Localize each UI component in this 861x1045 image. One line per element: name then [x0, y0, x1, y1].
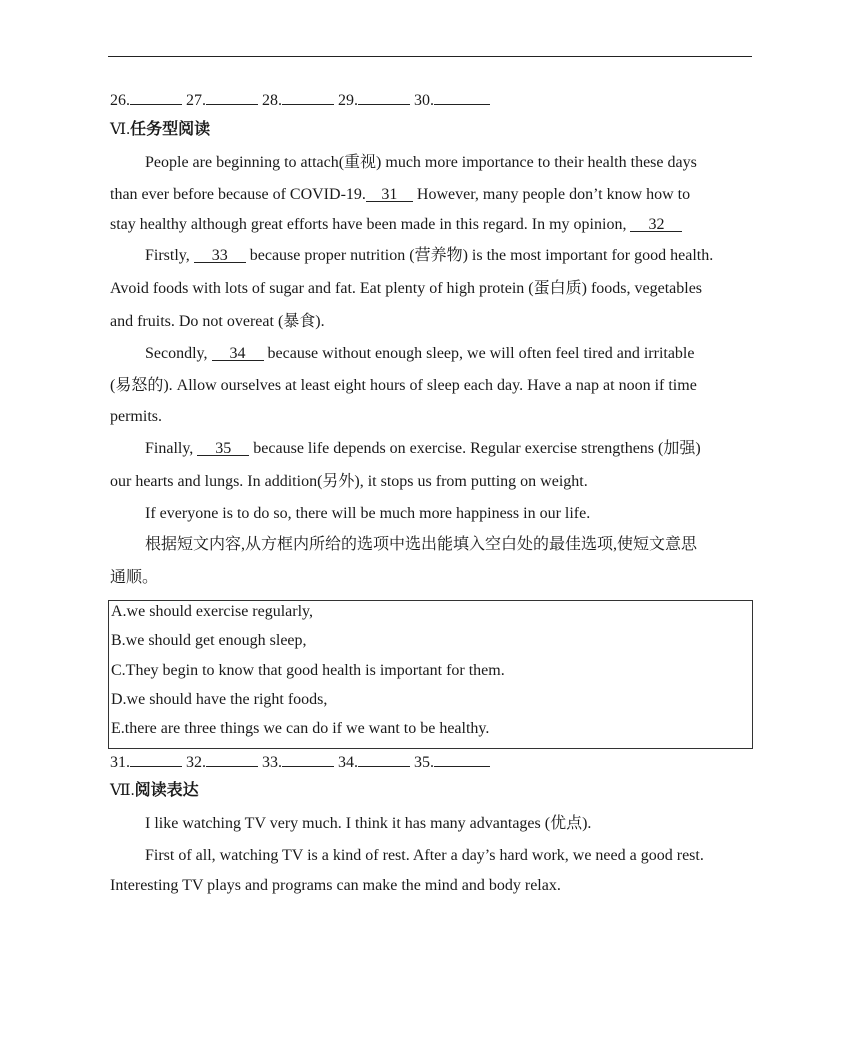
paragraph-line: [110, 215, 682, 235]
answer-number: 29.: [338, 92, 358, 109]
answer-number: 31.: [110, 754, 130, 771]
text-run: However, many people don’t know how to: [412, 186, 691, 203]
text-run: Secondly,: [145, 345, 212, 362]
answer-blank[interactable]: [434, 750, 490, 767]
section-7-heading: [110, 781, 199, 801]
answer-number: 32.: [186, 754, 206, 771]
paragraph-line: and fruits. Do not overeat (暴食).: [110, 313, 325, 330]
text-run: Firstly,: [145, 247, 194, 264]
paragraph-line: permits.: [110, 408, 162, 425]
options-box: [108, 600, 753, 749]
option-c: C.They begin to know that good health is important for them.: [111, 662, 505, 679]
paragraph-line: First of all, watching TV is a kind of rest. After a day’s hard work, we need a good rest.: [145, 847, 704, 864]
answer-number: 30.: [414, 92, 434, 109]
section-6-heading: [110, 120, 210, 140]
text-run: Finally,: [145, 440, 198, 457]
paragraph-line: [145, 439, 701, 459]
answer-number: 34.: [338, 754, 358, 771]
answer-blank[interactable]: [130, 88, 182, 105]
text-run: stay healthy although great efforts have been made in this regard. In my opinion,: [110, 216, 631, 233]
answer-number: 28.: [262, 92, 282, 109]
answer-blank[interactable]: [282, 88, 334, 105]
answer-blank[interactable]: [206, 750, 258, 767]
paragraph-line: our hearts and lungs. In addition(另外), it stops us from putting on weight.: [110, 473, 588, 490]
answer-blank[interactable]: [130, 750, 182, 767]
blank-31[interactable]: 31: [366, 185, 413, 202]
option-a: A.we should exercise regularly,: [111, 603, 313, 620]
paragraph-line: [145, 246, 713, 266]
paragraph-line: Interesting TV plays and programs can make the mind and body relax.: [110, 877, 561, 894]
section-title: 任务型阅读: [130, 121, 211, 138]
text-run: than ever before because of COVID-19.: [110, 186, 366, 203]
answer-number: 27.: [186, 92, 206, 109]
text-run: because life depends on exercise. Regular exercise strengthens (加强): [249, 440, 701, 457]
paragraph-line: If everyone is to do so, there will be much more happiness in our life.: [145, 505, 591, 522]
blank-35[interactable]: 35: [197, 439, 249, 456]
answer-blank[interactable]: [206, 88, 258, 105]
blank-32[interactable]: 32: [630, 215, 682, 232]
answer-number: 35.: [414, 754, 434, 771]
text-run: because without enough sleep, we will often feel tired and irritable: [263, 345, 695, 362]
answer-line-31-35: [110, 750, 490, 773]
answer-line-26-30: [110, 88, 490, 111]
answer-number: 33.: [262, 754, 282, 771]
blank-33[interactable]: 33: [194, 246, 246, 263]
option-e: E.there are three things we can do if we want to be healthy.: [111, 720, 490, 737]
paragraph-line: (易怒的). Allow ourselves at least eight hours of sleep each day. Have a nap at noon if time: [110, 377, 697, 394]
answer-blank[interactable]: [358, 88, 410, 105]
answer-blank[interactable]: [434, 88, 490, 105]
paragraph-line: [110, 185, 690, 205]
instruction-line: 通顺。: [110, 569, 159, 586]
text-run: because proper nutrition (营养物) is the most important for good health.: [245, 247, 714, 264]
option-b: B.we should get enough sleep,: [111, 632, 307, 649]
blank-34[interactable]: 34: [212, 344, 264, 361]
paragraph-line: [145, 344, 694, 364]
paragraph-line: Avoid foods with lots of sugar and fat. Eat plenty of high protein (蛋白质) foods, vegetables: [110, 280, 703, 297]
instruction-line: 根据短文内容,从方框内所给的选项中选出能填入空白处的最佳选项,使短文意思: [145, 536, 698, 553]
answer-blank[interactable]: [358, 750, 410, 767]
answer-blank[interactable]: [282, 750, 334, 767]
paragraph-line: I like watching TV very much. I think it has many advantages (优点).: [145, 815, 592, 832]
answer-number: 26.: [110, 92, 130, 109]
header-rule: [108, 56, 752, 57]
section-number: Ⅶ.: [110, 782, 135, 799]
section-number: Ⅵ.: [110, 121, 131, 138]
paragraph-line: People are beginning to attach(重视) much more importance to their health these days: [145, 154, 697, 171]
option-d: D.we should have the right foods,: [111, 691, 328, 708]
section-title: 阅读表达: [134, 782, 199, 799]
